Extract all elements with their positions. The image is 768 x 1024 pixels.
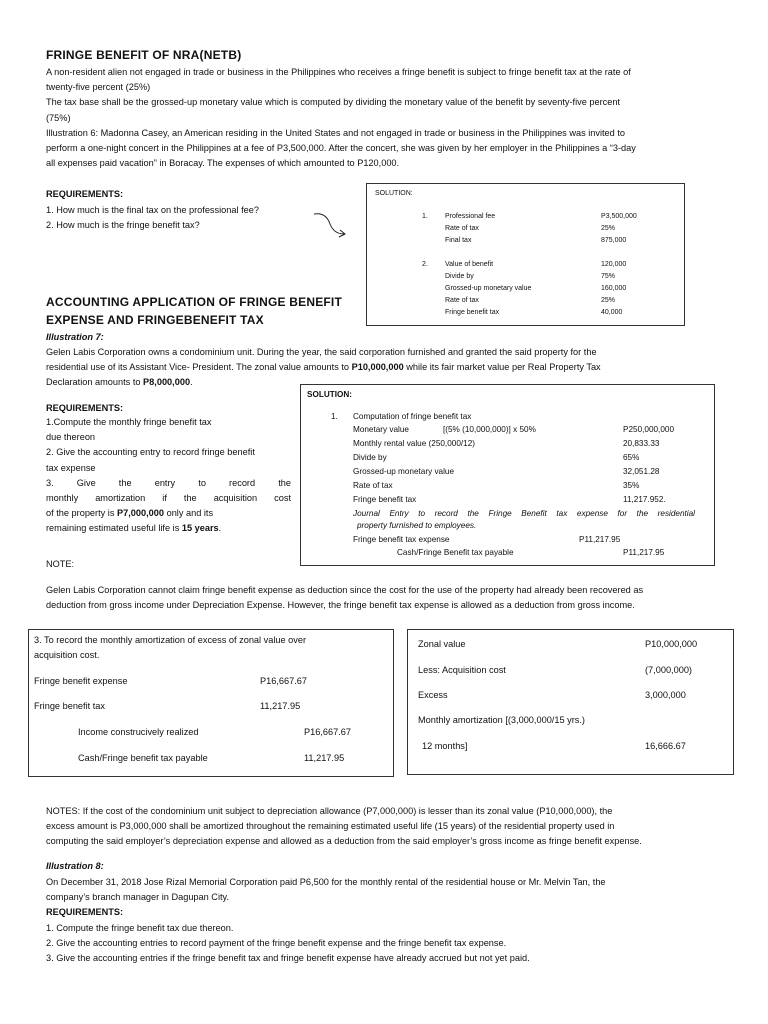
intro-paragraph: A non-resident alien not engaged in trade or business in the Philippines who receives a fringe benefit is subject to fringe benefit tax at the rate of twenty-five percent (25%) The tax base shall be the grossed-up monetary value which is computed by dividing the monetary value of the benefit by seventy-five percent (75%) Illustration 6: Madonna Casey, an American residing in the United States and not engaged in trade or business in the Philippines was invited to perform a one-night concert in the Philippines at a fee of P3,500,000. After the concert, she was given by her employer in the Philippines a “3-day all expenses paid vacation” in Boracay. The expenses of which amounted to P120,000. (46, 67, 636, 169)
requirement-1: 1. How much is the final tax on the professional fee? (46, 205, 259, 215)
entry-label: Fringe benefit expense (34, 676, 128, 686)
computation-heading: Computation of fringe benefit tax (353, 412, 472, 421)
computation-value: P250,000,000 (623, 425, 674, 434)
computation-label: Rate of tax (353, 481, 393, 490)
solution-label: Value of benefit (445, 261, 494, 268)
calc-value: 16,666.67 (645, 741, 686, 751)
calc-label: Less: Acquisition cost (418, 665, 506, 675)
section-heading-accounting: ACCOUNTING APPLICATION OF FRINGE BENEFIT EXPENSE AND FRINGEBENEFIT TAX (46, 295, 342, 327)
entry-label: Cash/Fringe benefit tax payable (78, 753, 208, 763)
computation-label: Monetary value (353, 425, 409, 434)
solution-label: Professional fee (445, 213, 496, 220)
computation-value: 35% (623, 481, 640, 490)
illustration-8-label: Illustration 8: (46, 861, 104, 871)
solution-label: Fringe benefit tax (445, 309, 500, 316)
illustration-8-text: On December 31, 2018 Jose Rizal Memorial Corporation paid P6,500 for the monthly rental of the residential house or Mr. Melvin Tan, the company’s branch manager in Dagupan City. REQUIREMENTS: 1. Compute the fringe benefit tax due thereon. 2. Give the accounting entries to record payment of the fringe benefit expense and the fringe benefit tax expense. 3. Give the accounting entries if the fringe benefit tax and fringe benefit expense have already accrued but not yet paid. (46, 877, 606, 964)
computation-label: Monthly rental value (250,000/12) (353, 439, 475, 448)
solution-label: Final tax (445, 237, 472, 244)
solution-label: Divide by (445, 273, 474, 280)
requirements-heading-1: REQUIREMENTS: (46, 189, 124, 199)
computation-label: Grossed-up monetary value (353, 467, 455, 476)
section-heading-nra: FRINGE BENEFIT OF NRA(NETB) (46, 48, 242, 62)
solution-title: SOLUTION: (307, 390, 353, 399)
computation-label: Divide by (353, 453, 387, 462)
requirements-list-2: 1.Compute the monthly fringe benefit tax due thereon 2. Give the accounting entry to record fringe benefit tax expense 3. Give the entry to record the monthly amortization if the acquisition cost of the property is P7,000,000 only and its remaining estimated useful life is 15 years. (46, 417, 291, 534)
solution-value: 160,000 (601, 285, 627, 292)
illustration-7-label: Illustration 7: (46, 332, 104, 342)
solution-number-1: 1. (422, 213, 428, 220)
calc-label: 12 months] (422, 741, 468, 751)
note-paragraph: Gelen Labis Corporation cannot claim fringe benefit expense as deduction since the cost for the use of the property had already been recovered as deduction from gross income under Depreciation Expense. However, the fringe benefit tax expense is allowed as a deduction from gross income. (46, 585, 644, 611)
amortization-heading-2: acquisition cost. (34, 650, 100, 660)
requirements-heading-2: REQUIREMENTS: (46, 403, 124, 413)
solution-value: 120,000 (601, 261, 627, 268)
curved-arrow-icon (310, 208, 350, 240)
entry-label: Income construcively realized (78, 727, 199, 737)
solution-label: Rate of tax (445, 297, 479, 304)
computation-value: 65% (623, 453, 640, 462)
computation-formula: [(5% (10,000,000)] x 50% (443, 425, 536, 434)
notes-paragraph: NOTES: If the cost of the condominium unit subject to depreciation allowance (P7,000,000) is lesser than its zonal value (P10,000,000), the excess amount is P3,000,000 shall be amortized throughout the remaining estimated useful life (15 years) of the residential property used in computing the said employer’s depreciation expense and allowed as a deduction from the said employer’s gross income as fringe benefit expense. (46, 806, 642, 847)
computation-label: Fringe benefit tax (353, 495, 417, 504)
solution-box-1 (366, 183, 685, 326)
requirement-2: 2. How much is the fringe benefit tax? (46, 220, 200, 230)
journal-credit-value: P11,217.95 (623, 548, 665, 557)
entry-value: 11,217.95 (260, 701, 301, 711)
solution-value: 25% (601, 297, 616, 304)
note-label: NOTE: (46, 559, 75, 569)
solution-label: Rate of tax (445, 225, 479, 232)
entry-value: 11,217.95 (304, 753, 345, 763)
calc-value: (7,000,000) (645, 665, 692, 675)
journal-credit-label: Cash/Fringe Benefit tax payable (397, 548, 514, 557)
entry-value: P16,667.67 (260, 676, 308, 686)
solution-number-2: 2. (422, 261, 428, 268)
solution-value: P3,500,000 (601, 213, 637, 220)
calc-label: Monthly amortization [(3,000,000/15 yrs.) (418, 715, 585, 725)
solution-value: 40,000 (601, 309, 623, 316)
solution-label: Grossed-up monetary value (445, 285, 532, 292)
calc-label: Excess (418, 690, 448, 700)
journal-entry-caption: Journal Entry to record the Fringe Benefit tax expense for the residential (353, 509, 695, 518)
illustration-7-text: Gelen Labis Corporation owns a condominium unit. During the year, the said corporation furnished and granted the said property for the residential use of its Assistant Vice- President. The zonal value amounts to P10,000,000 while its fair market value per Real Property Tax Declaration amounts to P8,000,000. (46, 347, 601, 388)
journal-debit-value: P11,217.95 (579, 535, 621, 544)
solution-value: 875,000 (601, 237, 627, 244)
solution-value: 75% (601, 273, 616, 280)
calc-value: 3,000,000 (645, 690, 686, 700)
solution-box-2 (300, 384, 715, 566)
computation-value: 11,217.952. (623, 495, 666, 504)
journal-entry-caption-2: property furnished to employees. (357, 521, 477, 530)
solution-number-1: 1. (331, 412, 338, 421)
calc-value: P10,000,000 (645, 639, 698, 649)
calc-label: Zonal value (418, 639, 466, 649)
zonal-value-box (407, 629, 734, 775)
entry-label: Fringe benefit tax (34, 701, 105, 711)
computation-value: 20,833.33 (623, 439, 660, 448)
amortization-heading: 3. To record the monthly amortization of excess of zonal value over (34, 635, 307, 645)
amortization-entry-box (28, 629, 394, 777)
solution-value: 25% (601, 225, 616, 232)
solution-title: SOLUTION: (375, 190, 413, 197)
journal-debit-label: Fringe benefit tax expense (353, 535, 450, 544)
computation-value: 32,051.28 (623, 467, 660, 476)
entry-value: P16,667.67 (304, 727, 352, 737)
